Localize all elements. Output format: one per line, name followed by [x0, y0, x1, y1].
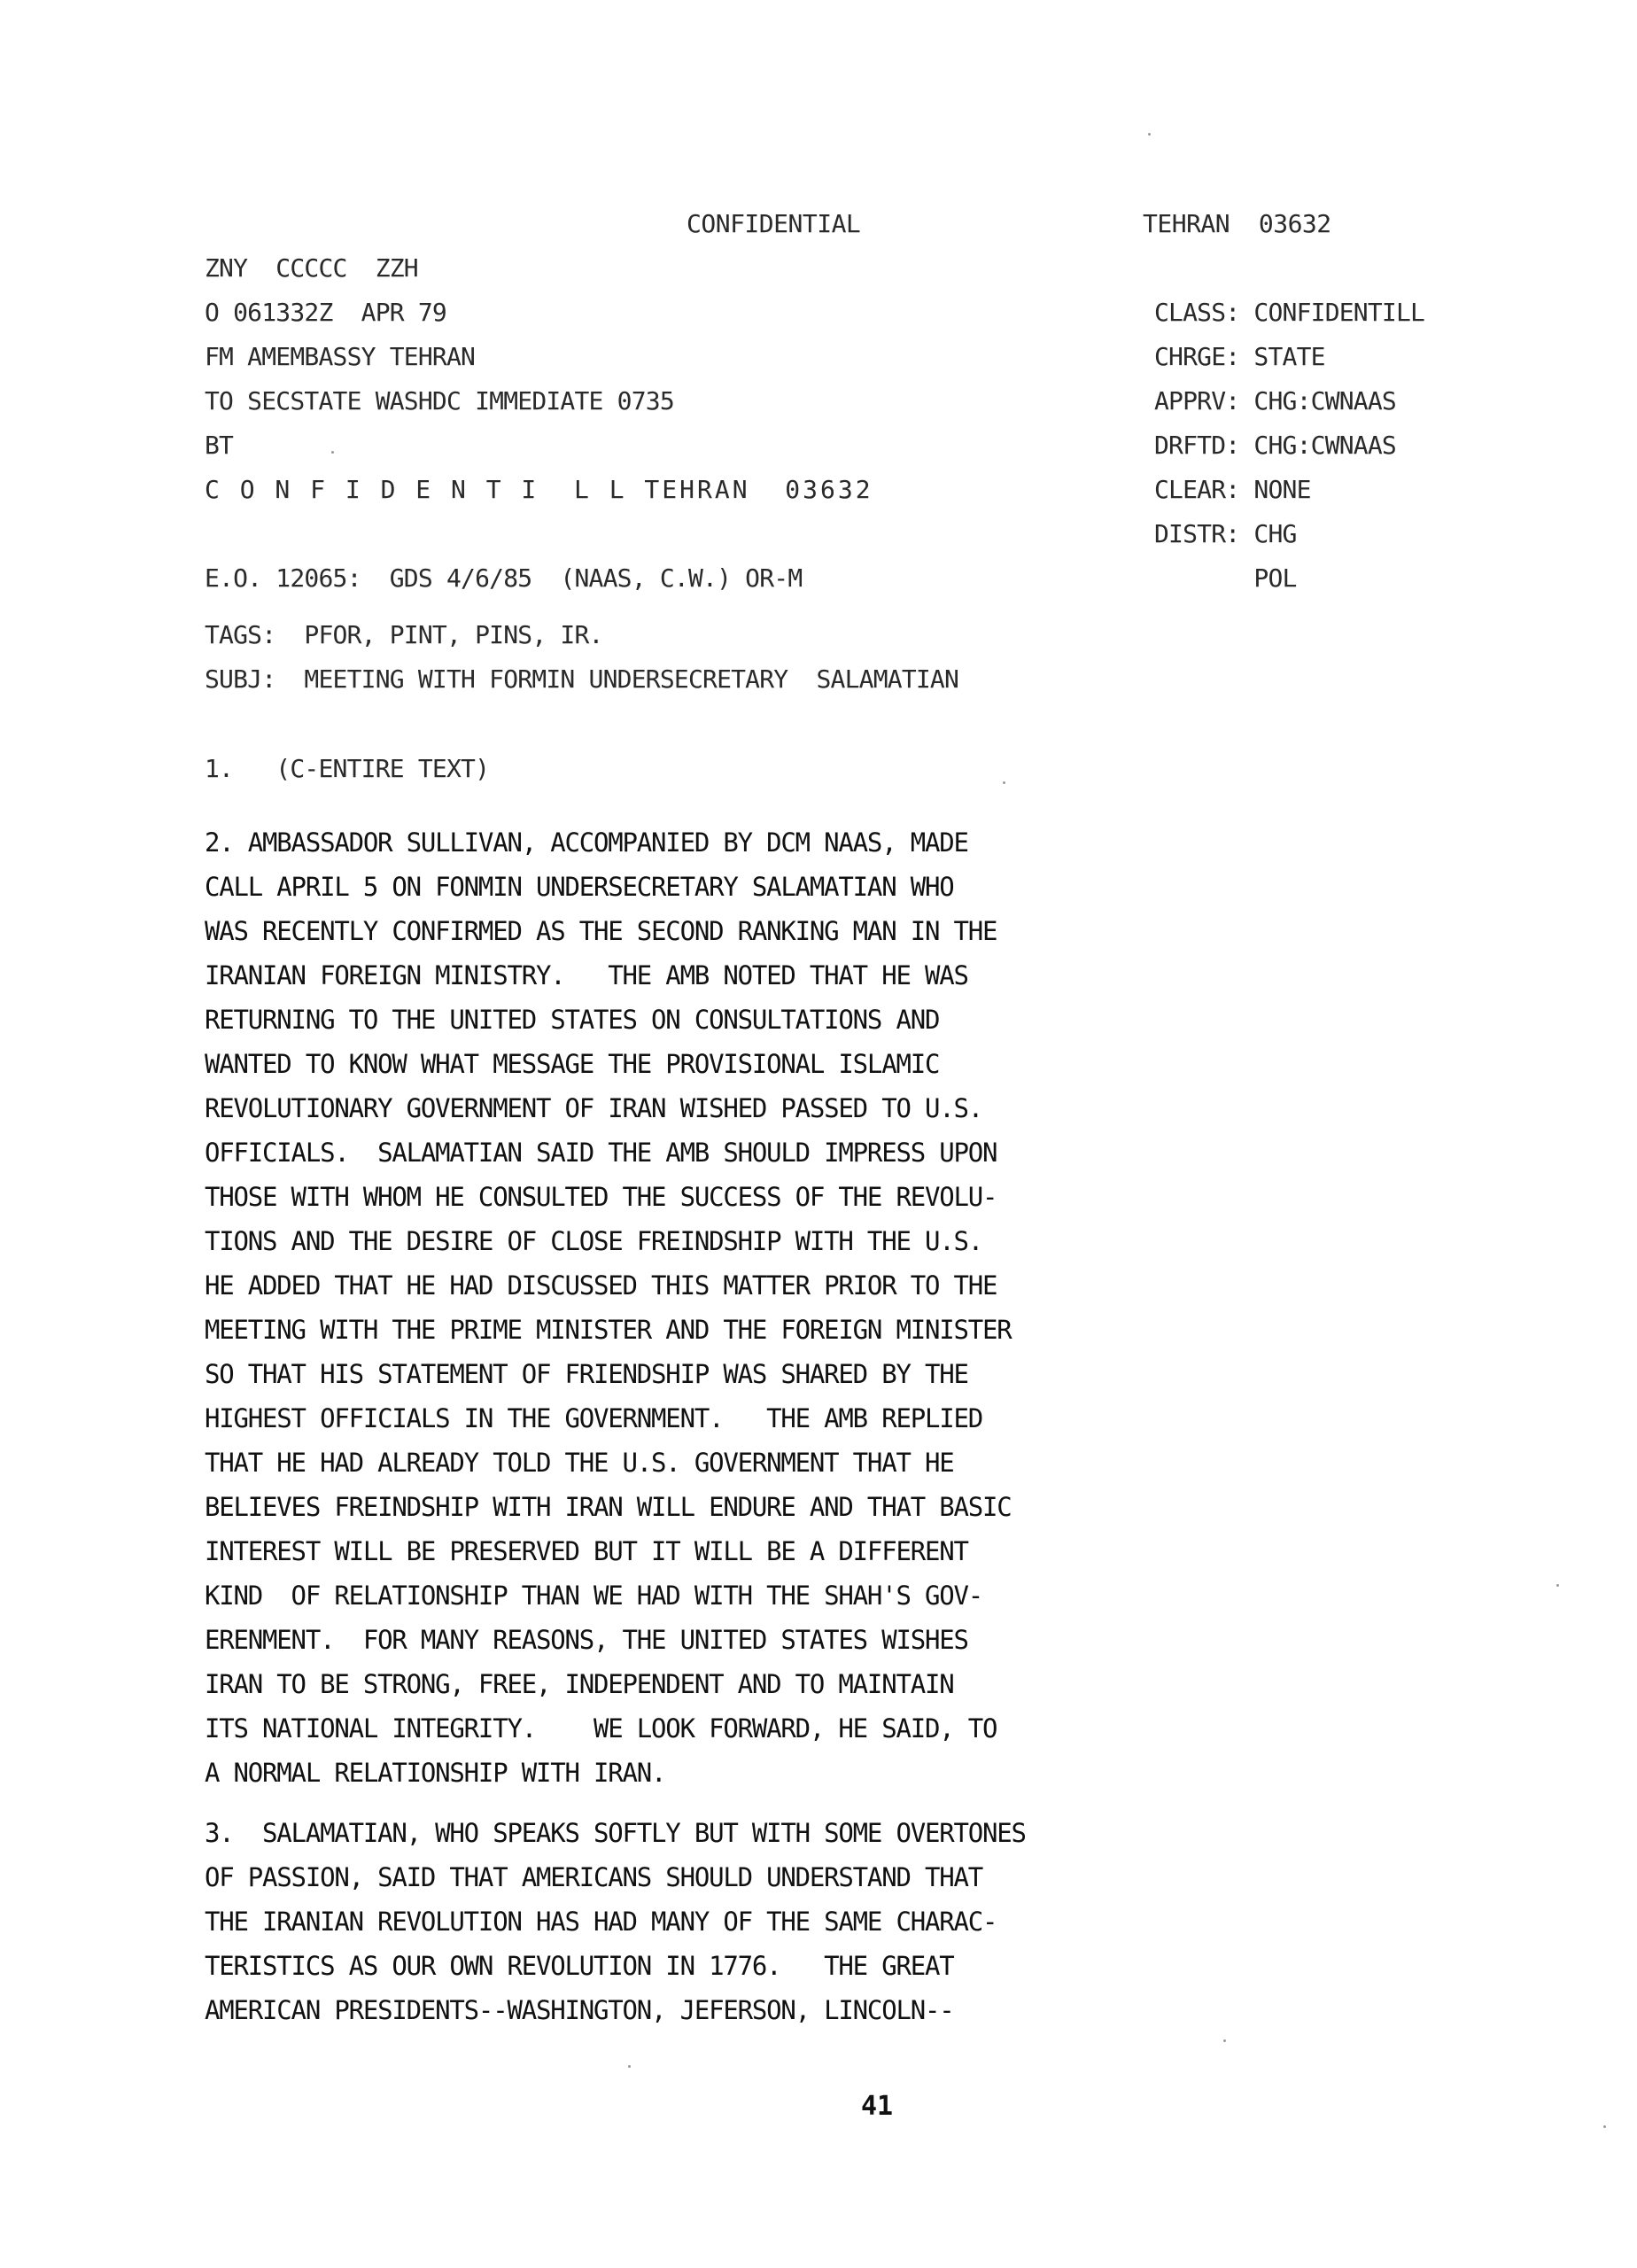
- text-line: CALL APRIL 5 ON FONMIN UNDERSECRETARY SALAMATIAN WHO: [205, 872, 954, 902]
- text-line: A NORMAL RELATIONSHIP WITH IRAN.: [205, 1758, 666, 1788]
- text-line: TERISTICS AS OUR OWN REVOLUTION IN 1776. THE GREAT: [205, 1951, 954, 1981]
- classification-line: C O N F I D E N T I L L TEHRAN 03632: [205, 475, 873, 504]
- text-line: AMERICAN PRESIDENTS--WASHINGTON, JEFERSON, LINCOLN--: [205, 1995, 954, 2025]
- text-line: SO THAT HIS STATEMENT OF FRIENDSHIP WAS SHARED BY THE: [205, 1359, 968, 1389]
- from-line: FM AMEMBASSY TEHRAN: [205, 342, 476, 371]
- bt-line: BT: [205, 431, 234, 460]
- scan-speck: [1148, 133, 1151, 136]
- to-line: TO SECSTATE WASHDC IMMEDIATE 0735: [205, 386, 674, 416]
- text-line: IRANIAN FOREIGN MINISTRY. THE AMB NOTED THAT HE WAS: [205, 960, 968, 990]
- text-line: 3. SALAMATIAN, WHO SPEAKS SOFTLY BUT WITH SOME OVERTONES: [205, 1818, 1026, 1848]
- text-line: WAS RECENTLY CONFIRMED AS THE SECOND RANKING MAN IN THE: [205, 916, 997, 946]
- text-line: IRAN TO BE STRONG, FREE, INDEPENDENT AND TO MAINTAIN: [205, 1669, 954, 1699]
- text-line: ERENMENT. FOR MANY REASONS, THE UNITED STATES WISHES: [205, 1625, 968, 1655]
- text-line: MEETING WITH THE PRIME MINISTER AND THE FOREIGN MINISTER: [205, 1315, 1012, 1345]
- sidebar-approve: APPRV: CHG:CWNAAS: [1154, 386, 1396, 416]
- subject-line: SUBJ: MEETING WITH FORMIN UNDERSECRETARY SALAMATIAN: [205, 664, 959, 694]
- page-number: 41: [861, 2091, 894, 2122]
- scan-speck: [628, 2065, 631, 2068]
- text-line: THE IRANIAN REVOLUTION HAS HAD MANY OF THE SAME CHARAC-: [205, 1907, 997, 1937]
- text-line: OFFICIALS. SALAMATIAN SAID THE AMB SHOULD IMPRESS UPON: [205, 1138, 997, 1168]
- text-line: INTEREST WILL BE PRESERVED BUT IT WILL BE A DIFFERENT: [205, 1536, 968, 1566]
- sidebar-drafted: DRFTD: CHG:CWNAAS: [1154, 431, 1396, 460]
- scan-speck: [1556, 1584, 1559, 1587]
- text-line: TIONS AND THE DESIRE OF CLOSE FREINDSHIP WITH THE U.S.: [205, 1226, 983, 1256]
- sidebar-distr: DISTR: CHG: [1154, 519, 1297, 548]
- classification-header: CONFIDENTIAL: [687, 209, 861, 238]
- text-line: 2. AMBASSADOR SULLIVAN, ACCOMPANIED BY DCM NAAS, MADE: [205, 827, 968, 858]
- text-line: BELIEVES FREINDSHIP WITH IRAN WILL ENDURE AND THAT BASIC: [205, 1492, 1012, 1522]
- text-line: THAT HE HAD ALREADY TOLD THE U.S. GOVERNMENT THAT HE: [205, 1448, 954, 1478]
- text-line: THOSE WITH WHOM HE CONSULTED THE SUCCESS OF THE REVOLU-: [205, 1182, 997, 1212]
- scan-speck: [331, 451, 334, 454]
- eo-line: E.O. 12065: GDS 4/6/85 (NAAS, C.W.) OR-M: [205, 563, 803, 593]
- sidebar-charge: CHRGE: STATE: [1154, 342, 1325, 371]
- text-line: REVOLUTIONARY GOVERNMENT OF IRAN WISHED PASSED TO U.S.: [205, 1093, 983, 1123]
- date-time-group: O 061332Z APR 79: [205, 298, 446, 327]
- text-line: OF PASSION, SAID THAT AMERICANS SHOULD UNDERSTAND THAT: [205, 1862, 983, 1892]
- paragraph-1: 1. (C-ENTIRE TEXT): [205, 754, 490, 783]
- text-line: WANTED TO KNOW WHAT MESSAGE THE PROVISIONAL ISLAMIC: [205, 1049, 940, 1079]
- text-line: HE ADDED THAT HE HAD DISCUSSED THIS MATTER PRIOR TO THE: [205, 1270, 997, 1301]
- sidebar-clear: CLEAR: NONE: [1154, 475, 1311, 504]
- scan-speck: [1003, 781, 1005, 784]
- routing-line: ZNY CCCCC ZZH: [205, 253, 418, 283]
- sidebar-distr-pol: POL: [1154, 563, 1297, 593]
- tags-line: TAGS: PFOR, PINT, PINS, IR.: [205, 620, 603, 649]
- text-line: RETURNING TO THE UNITED STATES ON CONSULTATIONS AND: [205, 1005, 940, 1035]
- sidebar-class: CLASS: CONFIDENTILL: [1154, 298, 1425, 327]
- cable-reference: TEHRAN 03632: [1143, 209, 1331, 238]
- scan-speck: [1603, 2125, 1606, 2128]
- text-line: KIND OF RELATIONSHIP THAN WE HAD WITH THE SHAH'S GOV-: [205, 1581, 983, 1611]
- text-line: ITS NATIONAL INTEGRITY. WE LOOK FORWARD, HE SAID, TO: [205, 1713, 997, 1744]
- scan-speck: [1223, 2039, 1226, 2042]
- text-line: HIGHEST OFFICIALS IN THE GOVERNMENT. THE AMB REPLIED: [205, 1403, 983, 1433]
